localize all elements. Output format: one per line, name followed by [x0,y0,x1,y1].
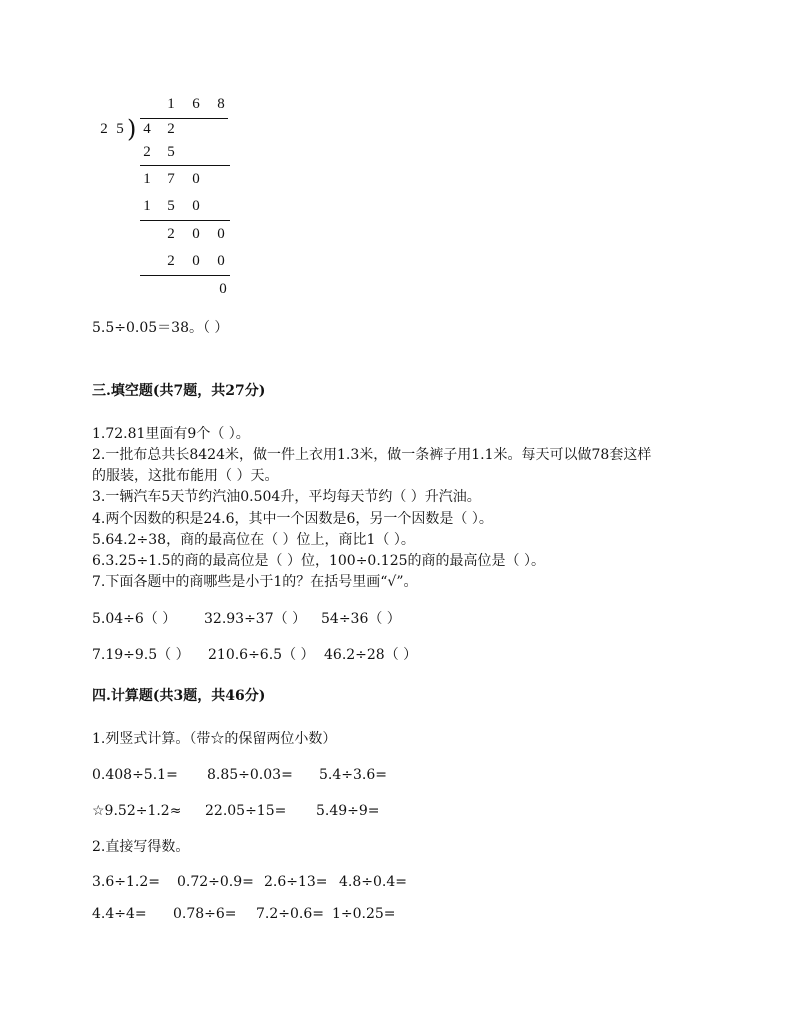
step-digit: 0 [217,226,225,242]
step-line [140,165,230,166]
true-false-item: 5.5÷0.05＝38。（ ） [92,320,229,336]
step-digit: 0 [192,226,200,242]
fill-question-3: 3.一辆汽车5天节约汽油0.504升，平均每天节约（ ）升汽油。 [92,489,481,505]
calc-item: 1÷0.25= [332,906,396,922]
step-digit: 2 [167,253,175,269]
calc-item: 0.408÷5.1= [92,767,178,783]
fill-question-2: 2.一批布总共长8424米，做一件上衣用1.3米，做一条裤子用1.1米。每天可以做78套这样 [92,447,652,463]
step-digit: 5 [167,144,175,160]
fill-question-4: 4.两个因数的积是24.6，其中一个因数是6，另一个因数是（ ）。 [92,511,493,527]
step-line [140,220,230,221]
q7-item: 210.6÷6.5（ ） [208,647,315,663]
step-digit: 0 [192,198,200,214]
calc-item: 22.05÷15= [205,803,287,819]
step-digit: 0 [217,253,225,269]
remainder-digit: 0 [219,281,227,297]
calc-item: 0.78÷6= [173,906,237,922]
step-digit: 0 [192,253,200,269]
step-digit: 7 [167,171,175,187]
step-digit: 1 [143,198,151,214]
dividend-digit: 4 [143,121,151,137]
calc-question-1-title: 1.列竖式计算。（带☆的保留两位小数） [92,731,337,747]
quotient-digit: 6 [192,96,200,112]
calc-item: 5.49÷9= [316,803,380,819]
step-digit: 5 [167,198,175,214]
calc-item: 2.6÷13= [264,874,328,890]
section-3-heading: 三.填空题(共7题，共27分) [92,383,266,399]
divisor-digit: 2 [100,121,108,137]
fill-question-5: 5.64.2÷38，商的最高位在（ ）位上，商比1（ ）。 [92,532,415,548]
fill-question-7: 7.下面各题中的商哪些是小于1的？在括号里画“√”。 [92,574,418,590]
q7-item: 7.19÷9.5（ ） [92,647,190,663]
q7-item: 54÷36（ ） [321,611,401,627]
calc-question-2-title: 2.直接写得数。 [92,839,190,855]
q7-item: 46.2÷28（ ） [324,647,418,663]
calc-item: 4.4÷4= [92,906,147,922]
fill-question-2-continued: 的服装，这批布能用（ ）天。 [92,468,279,484]
fill-question-6: 6.3.25÷1.5的商的最高位是（ ）位，100÷0.125的商的最高位是（ ）。 [92,553,545,569]
q7-item: 5.04÷6（ ） [92,611,177,627]
step-digit: 2 [143,144,151,160]
calc-item: 0.72÷0.9= [177,874,254,890]
q7-item: 32.93÷37（ ） [204,611,307,627]
quotient-digit: 1 [167,96,175,112]
calc-item: 7.2÷0.6= [256,906,324,922]
division-bracket: ) [127,115,137,143]
dividend-digit: 2 [167,121,175,137]
calc-item: ☆9.52÷1.2≈ [92,803,182,819]
step-digit: 2 [167,226,175,242]
calc-item: 3.6÷1.2= [92,874,160,890]
division-bar [140,118,228,119]
calc-item: 5.4÷3.6= [319,767,387,783]
divisor-digit: 5 [116,121,124,137]
calc-item: 8.85÷0.03= [207,767,293,783]
section-4-heading: 四.计算题(共3题，共46分) [92,688,266,704]
quotient-digit: 8 [217,96,225,112]
step-digit: 0 [192,171,200,187]
calc-item: 4.8÷0.4= [339,874,407,890]
fill-question-1: 1.72.81里面有9个（ ）。 [92,426,250,442]
step-digit: 1 [143,171,151,187]
step-line [140,275,230,276]
